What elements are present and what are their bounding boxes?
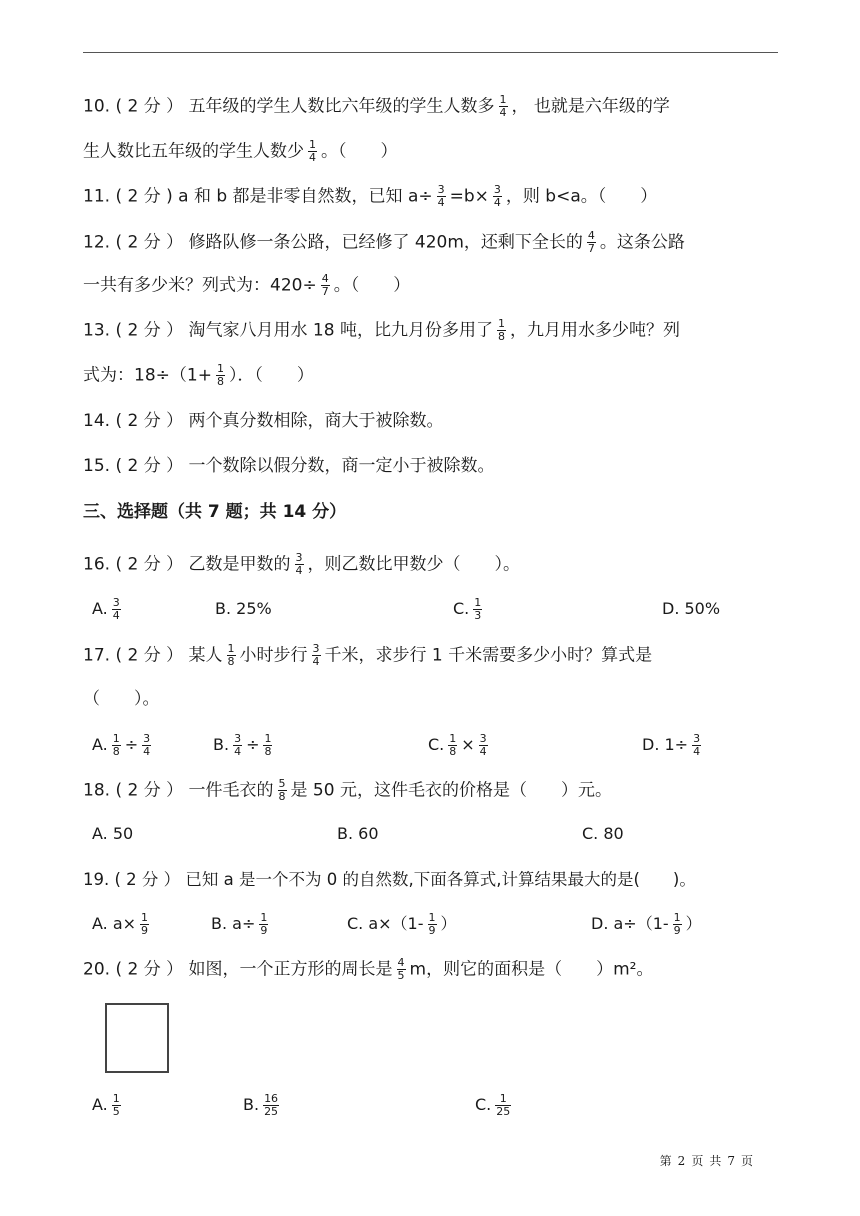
fraction	[140, 912, 149, 937]
question-17-line-1	[83, 643, 652, 668]
question-19: 19. ( 2 分 ） 已知 a 是一个不为 0 的自然数,下面各算式,计算结果最大的是( )。	[83, 870, 696, 889]
numerator: 1	[495, 1093, 511, 1106]
numerator: 5	[278, 777, 286, 790]
option-label: B.	[243, 1095, 260, 1114]
question-20-text: 20. ( 2 分 ） 如图，一个正方形的周长是	[83, 959, 393, 980]
question-11-text: 11. ( 2 分 ) a 和 b 都是非零自然数，已知 a÷	[83, 186, 433, 207]
question-10-line-2	[83, 139, 398, 164]
option-label: B. a÷	[211, 914, 256, 933]
option-label: A.	[92, 1095, 108, 1114]
fraction	[112, 733, 121, 758]
question-14: 14. ( 2 分 ） 两个真分数相除，商大于被除数。	[83, 411, 444, 431]
header-rule	[83, 52, 778, 53]
denominator: 4	[295, 564, 303, 577]
q18-option-a: A. 50	[92, 824, 134, 843]
question-13-line-1	[83, 318, 680, 343]
numerator: 3	[295, 551, 303, 564]
operator: ÷	[246, 735, 260, 754]
fraction	[673, 912, 682, 937]
option-label: B.	[213, 735, 230, 754]
denominator: 7	[321, 285, 329, 298]
fraction	[263, 1093, 279, 1118]
option-label: C. a×（1-	[347, 914, 424, 933]
numerator: 1	[264, 732, 272, 745]
question-13-text: 13. ( 2 分 ） 淘气家八月用水 18 吨，比九月份多用了	[83, 320, 493, 341]
question-10-text: 10. ( 2 分 ） 五年级的学生人数比六年级的学生人数多	[83, 96, 495, 117]
numerator: 1	[216, 362, 224, 375]
numerator: 16	[264, 1092, 279, 1105]
question-16-text-end: ，则乙数比甲数少（ ）。	[307, 554, 521, 575]
option-label: A.	[92, 599, 108, 618]
numerator: 1	[309, 138, 316, 151]
q16-option-c	[453, 597, 486, 622]
footer-text: 页	[740, 1154, 753, 1168]
q16-option-a	[92, 597, 125, 622]
fraction	[473, 597, 482, 622]
q18-option-c: C. 80	[582, 824, 624, 843]
question-17-text-mid: 小时步行	[239, 645, 308, 666]
question-17-text: 17. ( 2 分 ） 某人	[83, 645, 223, 666]
question-17-text-end: 千米，求步行 1 千米需要多少小时？算式是	[324, 645, 653, 666]
question-18	[83, 778, 612, 803]
question-20-text-end: m，则它的面积是（ ）m²。	[409, 959, 654, 980]
denominator: 8	[264, 745, 272, 758]
fraction	[308, 139, 317, 164]
numerator: 1	[112, 732, 120, 745]
q20-option-a	[92, 1093, 125, 1118]
q19-option-d	[591, 912, 702, 937]
q16-option-d: D. 50%	[662, 599, 721, 618]
denominator: 4	[493, 196, 501, 209]
numerator: 1	[474, 596, 482, 609]
denominator: 5	[112, 1105, 120, 1118]
numerator: 3	[312, 642, 320, 655]
denominator: 8	[216, 375, 224, 388]
q20-option-c	[475, 1093, 515, 1118]
page-footer	[657, 1152, 756, 1169]
question-20	[83, 957, 653, 982]
fraction	[216, 363, 225, 388]
question-16-text: 16. ( 2 分 ） 乙数是甲数的	[83, 554, 291, 575]
denominator: 7	[587, 242, 595, 255]
denominator: 4	[479, 745, 487, 758]
numerator: 1	[499, 93, 507, 106]
question-16	[83, 552, 520, 577]
numerator: 1	[428, 911, 436, 924]
question-11	[83, 184, 657, 209]
denominator: 5	[397, 969, 405, 982]
numerator: 4	[587, 229, 595, 242]
question-13-text-cont: ，九月用水多少吨？列	[509, 320, 680, 341]
q17-option-b	[213, 733, 276, 758]
denominator: 4	[234, 745, 242, 758]
numerator: 1	[673, 911, 681, 924]
fraction	[397, 957, 406, 982]
denominator: 25	[264, 1105, 279, 1118]
numerator: 1	[112, 1092, 120, 1105]
close-paren: ）	[685, 914, 702, 933]
fraction	[437, 184, 446, 209]
question-12-line-2	[83, 273, 410, 298]
numerator: 3	[479, 732, 487, 745]
question-10-line-1	[83, 94, 670, 119]
denominator: 4	[437, 196, 445, 209]
fraction	[448, 733, 457, 758]
numerator: 1	[449, 732, 457, 745]
numerator: 3	[234, 732, 242, 745]
denominator: 9	[260, 924, 268, 937]
q17-option-c	[428, 733, 492, 758]
denominator: 3	[474, 609, 482, 622]
page-number: 2	[677, 1154, 686, 1168]
question-18-text: 18. ( 2 分 ） 一件毛衣的	[83, 780, 274, 801]
fraction	[227, 643, 236, 668]
question-13-text-2: 式为：18÷（1+	[83, 365, 212, 386]
section-heading-choice: 三、选择题（共 7 题；共 14 分）	[83, 502, 347, 522]
numerator: 3	[437, 183, 445, 196]
option-label: C.	[475, 1095, 492, 1114]
denominator: 9	[428, 924, 436, 937]
question-12-text-cont: 。这条公路	[599, 232, 685, 253]
operator: ×	[461, 735, 475, 754]
q20-option-b	[243, 1093, 283, 1118]
q17-option-d	[642, 733, 705, 758]
option-label: C.	[453, 599, 470, 618]
denominator: 4	[309, 151, 316, 164]
close-paren: ）	[440, 914, 457, 933]
q19-option-b	[211, 912, 272, 937]
answer-blank: ）．（ ）	[228, 365, 314, 386]
denominator: 8	[112, 745, 120, 758]
fraction	[312, 643, 321, 668]
numerator: 1	[497, 317, 505, 330]
numerator: 4	[397, 956, 405, 969]
fraction	[233, 733, 242, 758]
denominator: 9	[673, 924, 681, 937]
question-17-line-2: （ ）。	[83, 689, 160, 709]
question-11-text-end: ，则 b<a。（ ）	[505, 186, 658, 207]
question-15: 15. ( 2 分 ） 一个数除以假分数，商一定小于被除数。	[83, 456, 495, 476]
denominator: 25	[496, 1105, 511, 1118]
footer-text: 共	[709, 1154, 722, 1168]
question-12-text-2: 一共有多少米？列式为：420÷	[83, 275, 317, 296]
fraction	[497, 318, 506, 343]
fraction	[495, 1093, 511, 1118]
question-18-text-end: 是 50 元，这件毛衣的价格是（ ）元。	[290, 780, 612, 801]
denominator: 4	[112, 609, 120, 622]
numerator: 3	[693, 732, 701, 745]
fraction	[278, 778, 287, 803]
question-13-line-2	[83, 363, 314, 388]
question-10-text-cont: ， 也就是六年级的学	[511, 96, 670, 117]
answer-blank: 。（ ）	[321, 141, 398, 162]
question-12-line-1	[83, 230, 685, 255]
fraction	[692, 733, 701, 758]
fraction	[142, 733, 151, 758]
option-label: D. a÷（1-	[591, 914, 669, 933]
numerator: 1	[227, 642, 235, 655]
numerator: 1	[260, 911, 268, 924]
square-figure	[105, 1003, 169, 1073]
fraction	[587, 230, 596, 255]
question-12-text: 12. ( 2 分 ） 修路队修一条公路，已经修了 420m，还剩下全长的	[83, 232, 583, 253]
question-10-text-2: 生人数比五年级的学生人数少	[83, 141, 304, 162]
numerator: 3	[112, 596, 120, 609]
denominator: 4	[499, 106, 507, 119]
denominator: 8	[449, 745, 457, 758]
q17-option-a	[92, 733, 155, 758]
denominator: 8	[227, 655, 235, 668]
numerator: 3	[493, 183, 501, 196]
footer-text: 页	[691, 1154, 704, 1168]
denominator: 4	[312, 655, 320, 668]
page-total: 7	[727, 1154, 735, 1168]
question-11-text-mid: =b×	[449, 186, 489, 207]
denominator: 8	[278, 790, 286, 803]
option-label: A. a×	[92, 914, 137, 933]
fraction	[479, 733, 488, 758]
q19-option-c	[347, 912, 457, 937]
footer-text: 第	[659, 1154, 672, 1168]
option-label: D. 1÷	[642, 735, 689, 754]
answer-blank: 。（ ）	[333, 275, 411, 296]
fraction	[321, 273, 330, 298]
denominator: 9	[141, 924, 149, 937]
numerator: 4	[321, 272, 329, 285]
q18-option-b: B. 60	[337, 824, 379, 843]
q19-option-a	[92, 912, 153, 937]
fraction	[112, 597, 121, 622]
fraction	[428, 912, 437, 937]
fraction	[493, 184, 502, 209]
fraction	[112, 1093, 121, 1118]
numerator: 3	[143, 732, 151, 745]
option-label: A.	[92, 735, 108, 754]
fraction	[295, 552, 304, 577]
denominator: 4	[143, 745, 151, 758]
denominator: 4	[693, 745, 701, 758]
numerator: 1	[141, 911, 149, 924]
denominator: 8	[497, 330, 505, 343]
option-label: C.	[428, 735, 445, 754]
q16-option-b: B. 25%	[215, 599, 272, 618]
operator: ÷	[124, 735, 139, 754]
fraction	[499, 94, 508, 119]
fraction	[259, 912, 268, 937]
fraction	[263, 733, 272, 758]
